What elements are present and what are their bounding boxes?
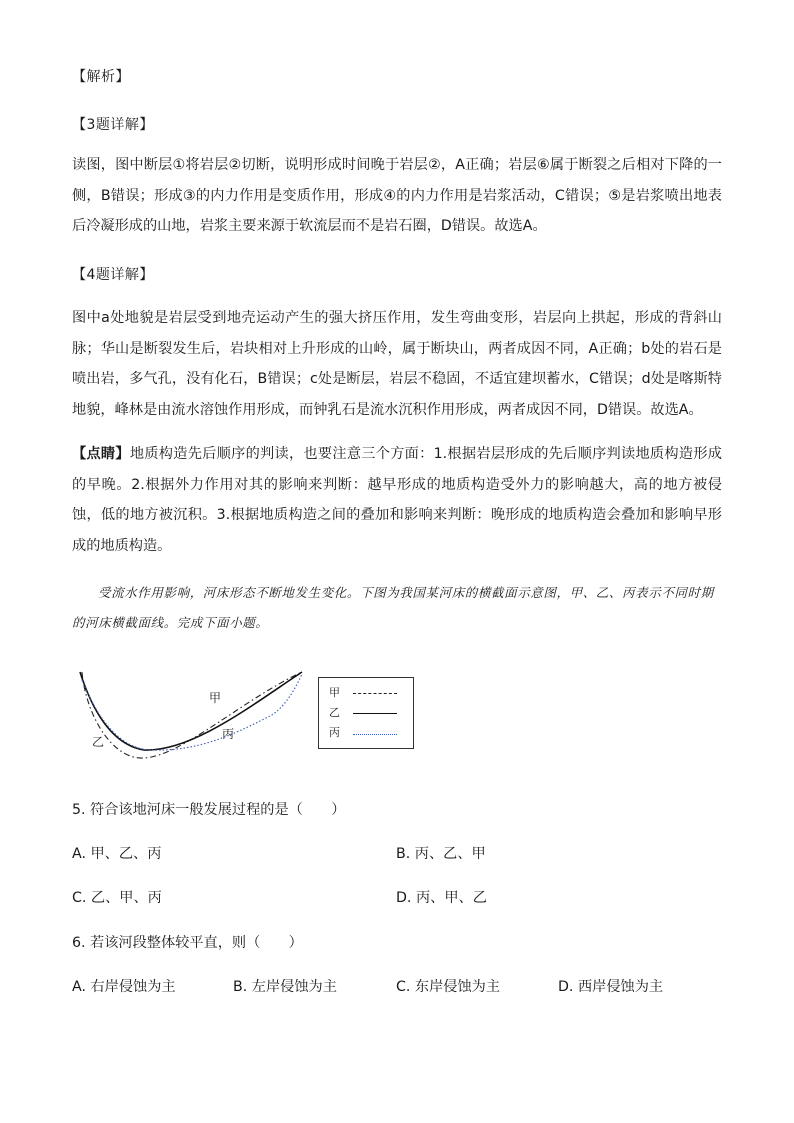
legend-label-yi: 乙 xyxy=(329,706,340,719)
q6-option-c[interactable]: C. 东岸侵蚀为主 xyxy=(396,979,501,995)
legend-line-bing xyxy=(353,734,397,735)
q5-stem: 5. 符合该地河床一般发展过程的是（ ） xyxy=(72,802,346,818)
q6-option-b[interactable]: B. 左岸侵蚀为主 xyxy=(233,979,337,995)
profile-yi xyxy=(80,672,302,750)
passage-intro: 受流水作用影响，河床形态不断地发生变化。下图为我国某河床的横截面示意图，甲、乙、丙表示不同时期的河床横截面线。完成下面小题。 xyxy=(72,585,714,630)
tip-tag: 【点睛】 xyxy=(72,446,130,462)
q6-option-a[interactable]: A. 右岸侵蚀为主 xyxy=(72,979,176,995)
tip-paragraph xyxy=(72,439,722,561)
label-yi: 乙 xyxy=(92,735,105,749)
q5-option-a[interactable]: A. 甲、乙、丙 xyxy=(72,846,162,862)
analysis-tag: 【解析】 xyxy=(72,69,130,85)
legend-line-jia xyxy=(353,693,397,694)
tip-text: 地质构造先后顺序的判读，也要注意三个方面：1.根据岩层形成的先后顺序判读地质构造形成的早晚。2.根据外力作用对其的影响来判断：越早形成的地质构造受外力的影响越大，高的地方被侵蚀，低的地方被沉积。3.根据地质构造之间的叠加和影响来判断：晚形成的地质构造会叠加和影响早形成的地质构造。 xyxy=(72,446,722,554)
profile-jia xyxy=(82,672,302,758)
q4-detail-tag: 【4题详解】 xyxy=(72,267,154,283)
q5-option-c[interactable]: C. 乙、甲、丙 xyxy=(72,890,162,906)
legend-label-jia: 甲 xyxy=(329,686,340,699)
figure-legend xyxy=(318,677,414,749)
q6-option-d[interactable]: D. 西岸侵蚀为主 xyxy=(558,979,664,995)
label-jia: 甲 xyxy=(209,691,222,705)
q4-detail-text: 图中a处地貌是岩层受到地壳运动产生的强大挤压作用，发生弯曲变形，岩层向上拱起，形成的背斜山脉；华山是断裂发生后，岩块相对上升形成的山岭，属于断块山，两者成因不同，A正确；b处的岩石是喷出岩，多气孔，没有化石，B错误；c处是断层，岩层不稳固，不适宜建坝蓄水，C错误；d处是喀斯特地貌，峰林是由流水溶蚀作用形成，而钟乳石是流水沉积作用形成，两者成因不同，D错误。故选A。 xyxy=(72,310,722,418)
q6-stem: 6. 若该河段整体较平直，则（ ） xyxy=(72,935,303,951)
q5-option-d[interactable]: D. 丙、甲、乙 xyxy=(396,890,487,906)
q5-option-b[interactable]: B. 丙、乙、甲 xyxy=(396,846,486,862)
legend-line-yi xyxy=(353,713,397,714)
legend-label-bing: 丙 xyxy=(329,726,340,739)
q3-detail-tag: 【3题详解】 xyxy=(72,117,154,133)
q3-detail-text: 读图，图中断层①将岩层②切断，说明形成时间晚于岩层②，A正确；岩层⑥属于断裂之后相对下降的一侧，B错误；形成③的内力作用是变质作用，形成④的内力作用是岩浆活动，C错误；⑤是岩浆喷出地表后冷凝形成的山地，岩浆主要来源于软流层而不是岩石圈，D错误。故选A。 xyxy=(72,157,722,234)
label-bing: 丙 xyxy=(222,727,235,741)
